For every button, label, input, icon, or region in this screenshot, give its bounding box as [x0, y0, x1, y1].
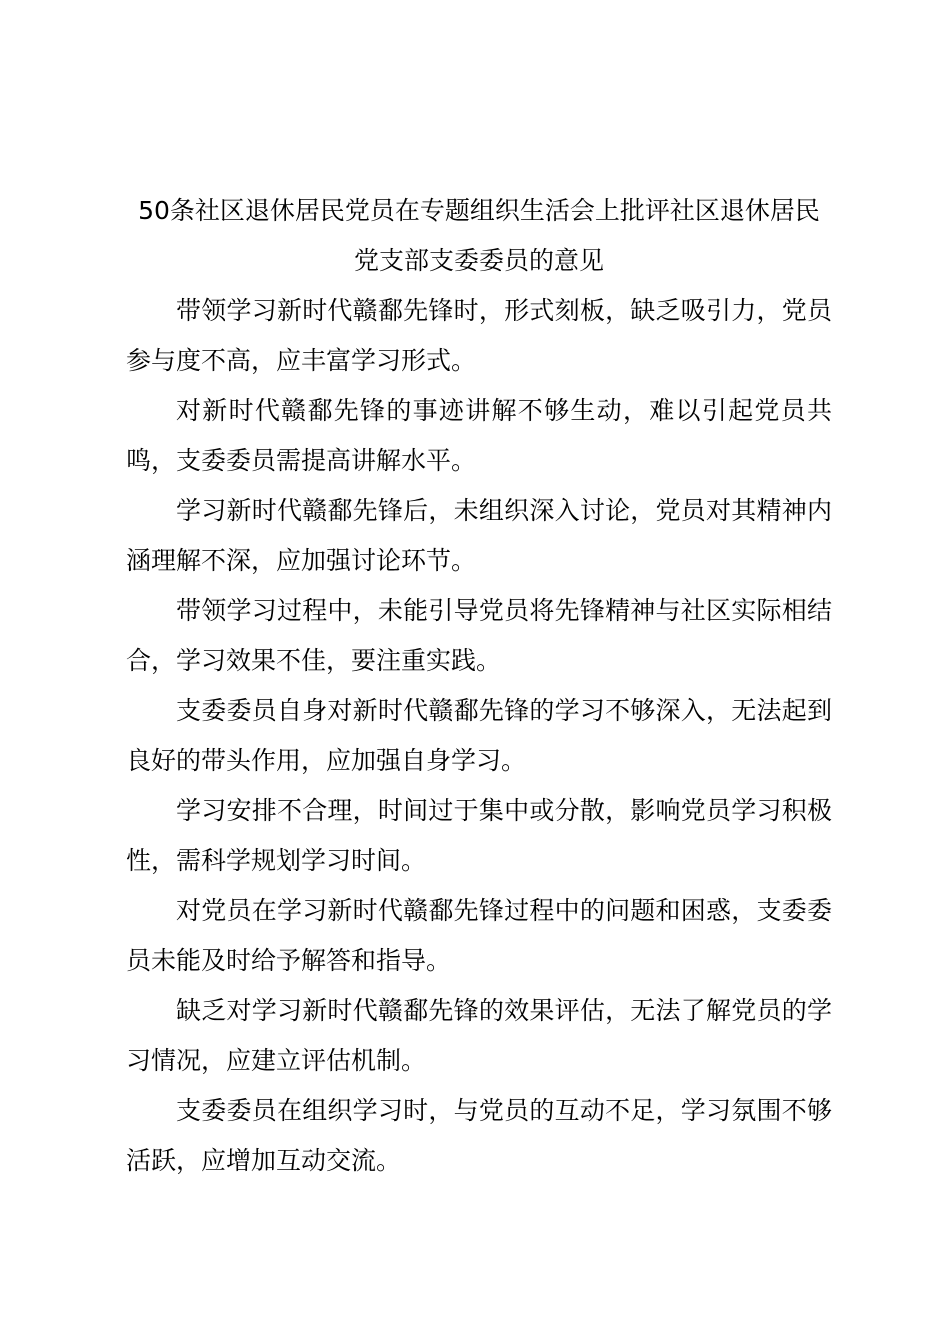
- paragraph-7: 对党员在学习新时代赣鄱先锋过程中的问题和困惑，支委委员未能及时给予解答和指导。: [126, 896, 832, 975]
- paragraph-1: 带领学习新时代赣鄱先锋时，形式刻板，缺乏吸引力，党员参与度不高，应丰富学习形式。: [126, 296, 832, 375]
- paragraph-8: 缺乏对学习新时代赣鄱先锋的效果评估，无法了解党员的学习情况，应建立评估机制。: [126, 996, 832, 1075]
- paragraph-4: 带领学习过程中，未能引导党员将先锋精神与社区实际相结合，学习效果不佳，要注重实践。: [126, 596, 832, 675]
- paragraph-9: 支委委员在组织学习时，与党员的互动不足，学习氛围不够活跃，应增加互动交流。: [126, 1096, 832, 1175]
- paragraph-3: 学习新时代赣鄱先锋后，未组织深入讨论，党员对其精神内涵理解不深，应加强讨论环节。: [126, 496, 832, 575]
- paragraph-5: 支委委员自身对新时代赣鄱先锋的学习不够深入，无法起到良好的带头作用，应加强自身学习。: [126, 696, 832, 775]
- document-body: [126, 186, 832, 1186]
- paragraph-2: 对新时代赣鄱先锋的事迹讲解不够生动，难以引起党员共鸣，支委委员需提高讲解水平。: [126, 396, 832, 475]
- paragraph-6: 学习安排不合理，时间过于集中或分散，影响党员学习积极性，需科学规划学习时间。: [126, 796, 832, 875]
- document-title: 50条社区退休居民党员在专题组织生活会上批评社区退休居民党支部支委委员的意见: [138, 196, 820, 275]
